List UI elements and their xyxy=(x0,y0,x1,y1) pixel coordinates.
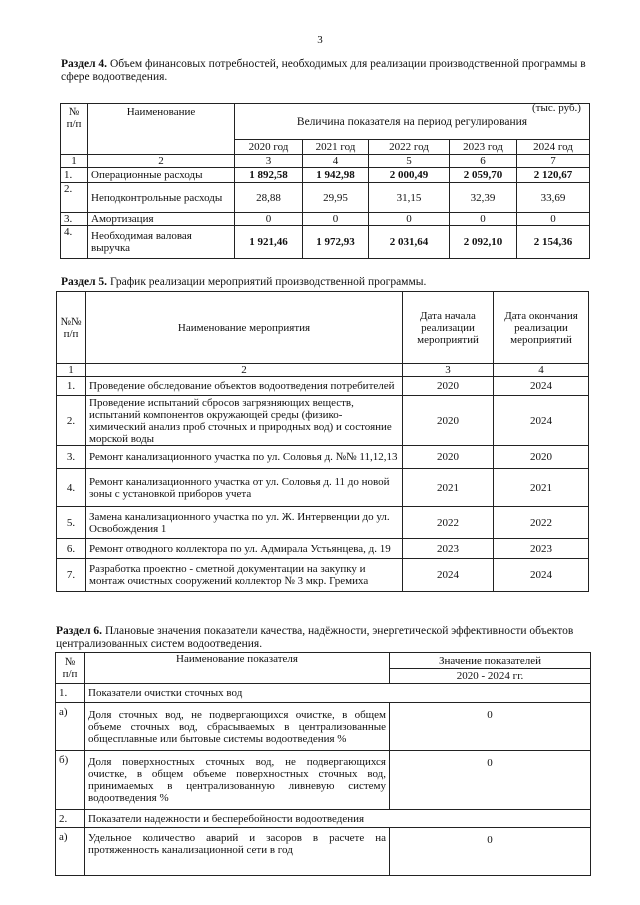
row-name: Проведение испытаний сбросов загрязняющих веществ, испытаний компонентов окружающей среды (физико-химический анализ проб сточных и природных вод) и состояние морской воды xyxy=(86,396,403,446)
row-value: 1 921,46 xyxy=(235,226,303,259)
row-start: 2021 xyxy=(403,469,494,507)
row-end: 2021 xyxy=(494,469,589,507)
row-number: 3. xyxy=(57,446,86,469)
section4-col-number: 6 xyxy=(450,155,517,168)
row-name: Проведение обследование объектов водоотведения потребителей xyxy=(86,377,403,396)
row-name: Показатели надежности и бесперебойности водоотведения xyxy=(85,810,591,828)
row-number: 2. xyxy=(56,810,85,828)
section4-year: 2020 год xyxy=(235,140,303,155)
row-name: Разработка проектно - сметной документации на закупку и монтаж очистных сооружений коллектор № 3 мкр. Гремиха xyxy=(86,559,403,592)
section4-col-number: 3 xyxy=(235,155,303,168)
section4-header-no: № п/п xyxy=(61,104,88,155)
section6-row xyxy=(56,751,591,810)
row-value: 31,15 xyxy=(369,183,450,213)
row-start: 2020 xyxy=(403,377,494,396)
row-number: 4. xyxy=(57,469,86,507)
section6-period: 2020 - 2024 гг. xyxy=(390,669,591,684)
section4-col-number: 4 xyxy=(303,155,369,168)
section4-title xyxy=(61,58,591,84)
section6-row xyxy=(56,828,591,876)
row-value: 2 154,36 xyxy=(517,226,590,259)
row-number: 7. xyxy=(57,559,86,592)
row-name: Операционные расходы xyxy=(88,168,235,183)
row-start: 2020 xyxy=(403,446,494,469)
row-start: 2024 xyxy=(403,559,494,592)
row-end: 2023 xyxy=(494,539,589,559)
section4-col-number: 2 xyxy=(88,155,235,168)
section4-year: 2024 год xyxy=(517,140,590,155)
section4-header-name: Наименование xyxy=(88,104,235,155)
row-name: Удельное количество аварий и засоров в расчете на протяженность канализационной сети в год xyxy=(85,828,390,876)
row-number: 4. xyxy=(61,226,88,259)
row-number: 1. xyxy=(56,684,85,703)
row-value: 2 000,49 xyxy=(369,168,450,183)
section4-label: Раздел 4. xyxy=(61,58,108,70)
row-value: 0 xyxy=(450,213,517,226)
section5-col-number: 2 xyxy=(86,364,403,377)
row-end: 2022 xyxy=(494,507,589,539)
row-number: 2. xyxy=(57,396,86,446)
section4-table xyxy=(60,103,590,259)
row-name: Ремонт канализационного участка по ул. Соловья д. №№ 11,12,13 xyxy=(86,446,403,469)
section5-col-number: 4 xyxy=(494,364,589,377)
section6-group-row xyxy=(56,810,591,828)
section6-title-text: Плановые значения показатели качества, надёжности, энергетической эффективности объектов централизованных систем водоотведения. xyxy=(56,625,574,650)
section5-table xyxy=(56,291,589,592)
row-value: 29,95 xyxy=(303,183,369,213)
row-number: 2. xyxy=(61,183,88,213)
section4-year: 2023 год xyxy=(450,140,517,155)
row-start: 2022 xyxy=(403,507,494,539)
row-name: Доля сточных вод, не подвергающихся очистке, в общем объеме сточных вод, сбрасываемых в централизованные общесплавные или бытовые системы водоотведения % xyxy=(85,703,390,751)
row-number: 5. xyxy=(57,507,86,539)
section4-row xyxy=(61,168,590,183)
row-end: 2020 xyxy=(494,446,589,469)
row-value: 2 059,70 xyxy=(450,168,517,183)
section6-table xyxy=(55,652,591,876)
row-name: Доля поверхностных сточных вод, не подвергающихся очистке, в общем объеме поверхностных сточных вод, принимаемых в централизованную ливневую систему водоотведения % xyxy=(85,751,390,810)
row-value: 0 xyxy=(369,213,450,226)
section5-header-start: Дата начала реализации мероприятий xyxy=(403,292,494,364)
row-value: 2 031,64 xyxy=(369,226,450,259)
section6-row xyxy=(56,703,591,751)
section4-row xyxy=(61,183,590,213)
section5-header-no: №№ п/п xyxy=(57,292,86,364)
row-value: 0 xyxy=(390,703,591,751)
section6-header-value: Значение показателей xyxy=(390,653,591,669)
row-number: а) xyxy=(56,703,85,751)
row-start: 2020 xyxy=(403,396,494,446)
section4-year: 2021 год xyxy=(303,140,369,155)
row-end: 2024 xyxy=(494,396,589,446)
row-value: 1 972,93 xyxy=(303,226,369,259)
section5-row xyxy=(57,377,589,396)
row-name: Неподконтрольные расходы xyxy=(88,183,235,213)
section4-year: 2022 год xyxy=(369,140,450,155)
section4-title-text: Объем финансовых потребностей, необходимых для реализации производственной программы в сфере водоотведения. xyxy=(61,58,586,83)
row-number: б) xyxy=(56,751,85,810)
section5-header-name: Наименование мероприятия xyxy=(86,292,403,364)
row-value: 32,39 xyxy=(450,183,517,213)
row-value: 2 092,10 xyxy=(450,226,517,259)
section5-title-text: График реализации мероприятий производственной программы. xyxy=(109,276,427,288)
section4-header-value: Величина показателя на период регулирования xyxy=(235,104,590,140)
row-number: 3. xyxy=(61,213,88,226)
row-number: 1. xyxy=(57,377,86,396)
row-value: 28,88 xyxy=(235,183,303,213)
row-value: 2 120,67 xyxy=(517,168,590,183)
section5-row xyxy=(57,446,589,469)
section5-col-number: 1 xyxy=(57,364,86,377)
row-name: Необходимая валовая выручка xyxy=(88,226,235,259)
row-value: 0 xyxy=(517,213,590,226)
section6-title xyxy=(56,625,596,651)
row-name: Ремонт отводного коллектора по ул. Адмирала Устьянцева, д. 19 xyxy=(86,539,403,559)
page-number: 3 xyxy=(317,34,323,46)
section4-col-number: 1 xyxy=(61,155,88,168)
row-value: 0 xyxy=(390,828,591,876)
section6-header-name: Наименование показателя xyxy=(85,653,390,684)
row-start: 2023 xyxy=(403,539,494,559)
row-name: Ремонт канализационного участка от ул. Соловья д. 11 до новой зоны с установкой приборов учета xyxy=(86,469,403,507)
section5-header-end: Дата окончания реализации мероприятий xyxy=(494,292,589,364)
section5-label: Раздел 5. xyxy=(61,276,108,288)
row-value: 33,69 xyxy=(517,183,590,213)
row-value: 0 xyxy=(303,213,369,226)
row-number: 1. xyxy=(61,168,88,183)
section4-col-number: 7 xyxy=(517,155,590,168)
section6-label: Раздел 6. xyxy=(56,625,103,637)
section5-row xyxy=(57,559,589,592)
row-name: Амортизация xyxy=(88,213,235,226)
section6-header-no: № п/п xyxy=(56,653,85,684)
section5-row xyxy=(57,396,589,446)
section4-row xyxy=(61,213,590,226)
section5-row xyxy=(57,507,589,539)
row-value: 0 xyxy=(390,751,591,810)
row-name: Замена канализационного участка по ул. Ж. Интервенции до ул. Освобождения 1 xyxy=(86,507,403,539)
row-value: 0 xyxy=(235,213,303,226)
section5-row xyxy=(57,469,589,507)
row-value: 1 942,98 xyxy=(303,168,369,183)
row-number: 6. xyxy=(57,539,86,559)
section4-row xyxy=(61,226,590,259)
row-number: а) xyxy=(56,828,85,876)
section6-group-row xyxy=(56,684,591,703)
section5-row xyxy=(57,539,589,559)
row-name: Показатели очистки сточных вод xyxy=(85,684,591,703)
row-end: 2024 xyxy=(494,377,589,396)
section5-col-number: 3 xyxy=(403,364,494,377)
section5-title xyxy=(61,276,591,289)
row-value: 1 892,58 xyxy=(235,168,303,183)
section4-col-number: 5 xyxy=(369,155,450,168)
section4-unit: (тыс. руб.) xyxy=(532,102,581,114)
row-end: 2024 xyxy=(494,559,589,592)
